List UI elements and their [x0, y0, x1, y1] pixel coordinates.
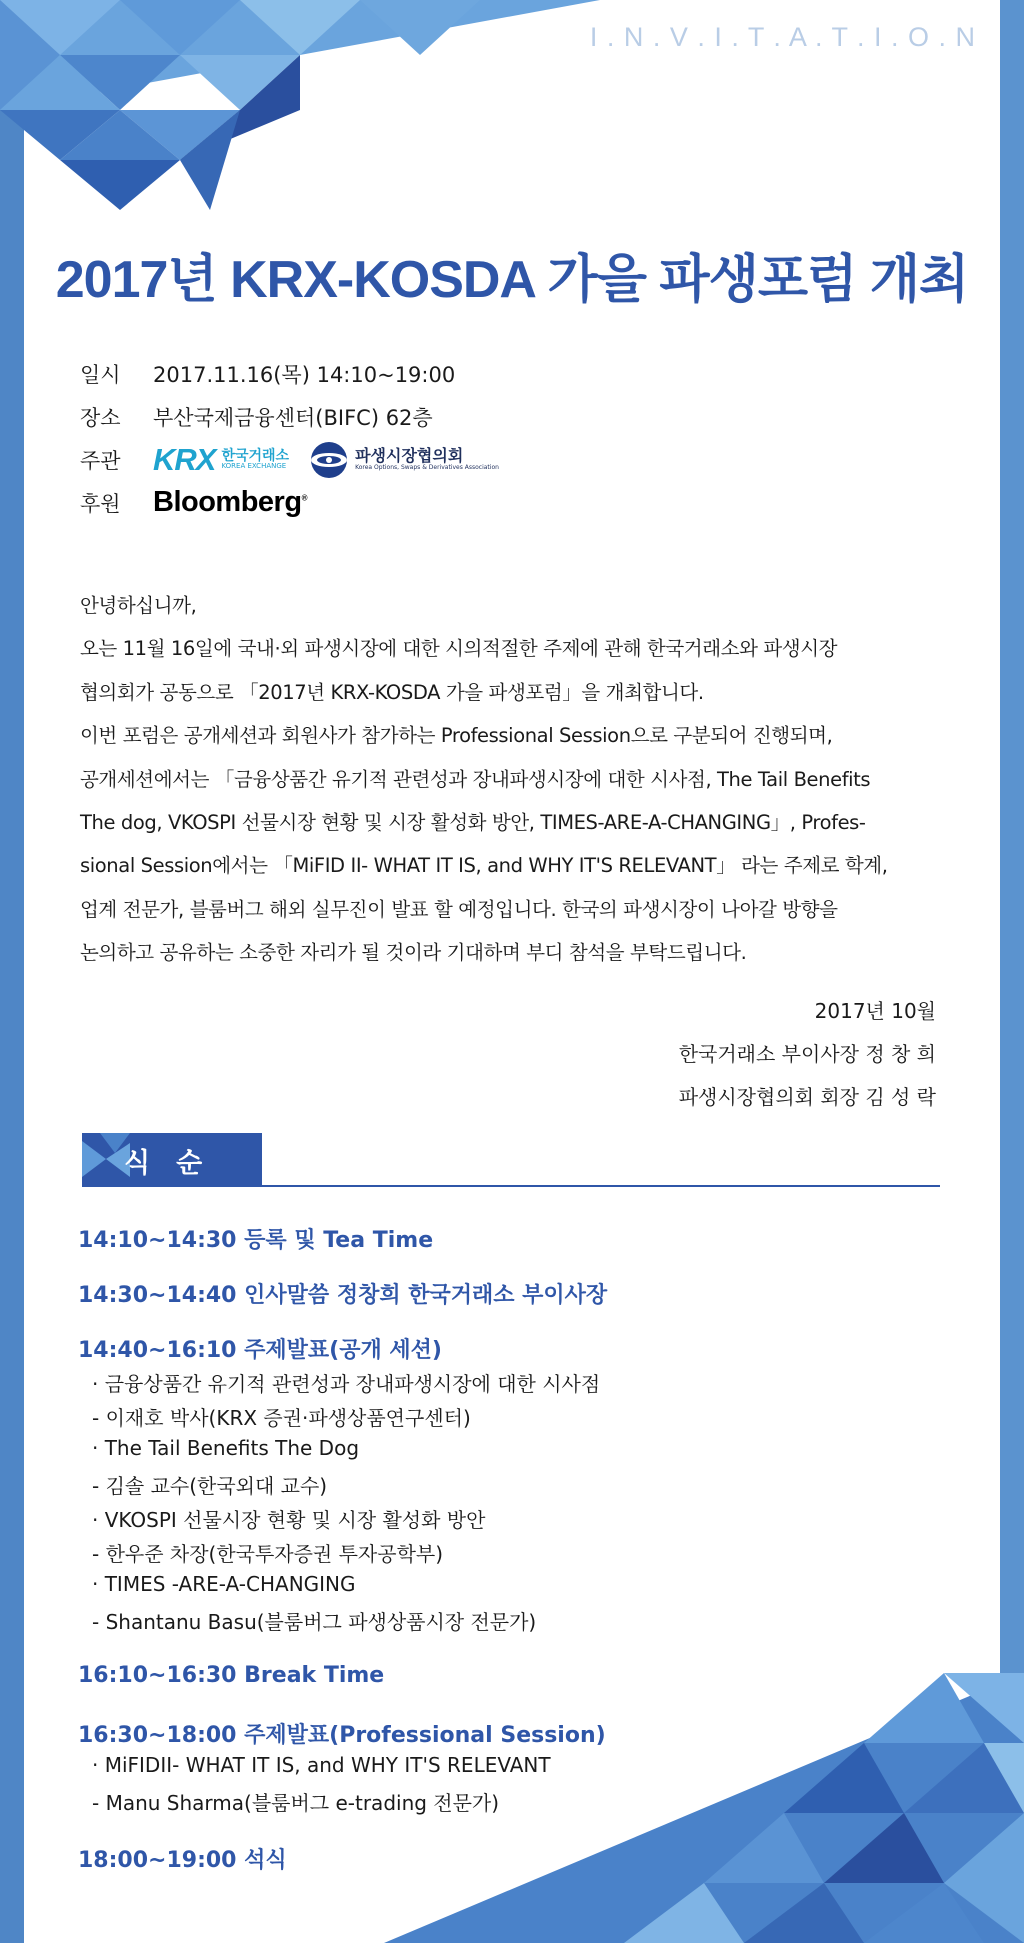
kosda-logo-korean: 파생시장협의회: [355, 446, 464, 466]
schedule-subitem: - Manu Sharma(블룸버그 e-trading 전문가): [92, 1791, 500, 1815]
schedule-item: 18:00~19:00 석식: [78, 1848, 287, 1873]
sign-line-2: 파생시장협의회 회장 김 성 락: [678, 1085, 936, 1109]
bloomberg-logo-text: Bloomberg: [153, 486, 302, 518]
kosda-logo: [309, 440, 499, 480]
schedule-subitem: - 김솔 교수(한국외대 교수): [92, 1474, 328, 1498]
kosda-emblem-icon: [309, 440, 349, 480]
bloomberg-logo: [153, 486, 307, 519]
sign-date: 2017년 10월: [814, 999, 936, 1023]
krx-logo: [153, 442, 289, 478]
place-value: 부산국제금융센터(BIFC) 62층: [153, 405, 433, 430]
invitation-label: I . N . V . I . T . A . T . I . O . N: [589, 22, 976, 52]
schedule-subitem: · MiFIDII- WHAT IT IS, and WHY IT'S RELEVANT: [92, 1753, 551, 1777]
host-logos: [153, 440, 499, 480]
place-label: 장소: [80, 405, 121, 430]
section-title: 식순: [124, 1148, 229, 1179]
body-line: 이번 포럼은 공개세션과 회원사가 참가하는 Professional Session으로 구분되어 진행되며,: [80, 724, 833, 748]
schedule-subitem: · 금융상품간 유기적 관련성과 장내파생시장에 대한 시사점: [92, 1372, 601, 1396]
sponsor-row: [80, 481, 499, 524]
signature-block: [679, 990, 936, 1119]
body-line: sional Session에서는 「MiFID II- WHAT IT IS, and WHY IT'S RELEVANT」 라는 주제로 학계,: [80, 854, 888, 878]
sponsor-label: 후원: [80, 491, 121, 516]
schedule-subitem: · VKOSPI 선물시장 현황 및 시장 활성화 방안: [92, 1508, 486, 1532]
body-line: 논의하고 공유하는 소중한 자리가 될 것이라 기대하며 부디 참석을 부탁드립니다.: [80, 941, 747, 965]
schedule-item: 14:40~16:10 주제발표(공개 세션): [78, 1338, 442, 1363]
schedule-subitem: - Shantanu Basu(블룸버그 파생상품시장 전문가): [92, 1610, 537, 1634]
section-title-box: [82, 1133, 262, 1187]
body-line: 안녕하십니까,: [80, 594, 197, 617]
schedule-item: 14:10~14:30 등록 및 Tea Time: [78, 1228, 434, 1253]
host-row: [80, 438, 499, 481]
event-info: [80, 352, 499, 524]
program-section-header: [82, 1133, 940, 1187]
registered-mark: ®: [301, 493, 307, 503]
place-row: [80, 395, 499, 438]
schedule-subitem: · TIMES -ARE-A-CHANGING: [92, 1572, 356, 1596]
schedule-subitem: · The Tail Benefits The Dog: [92, 1436, 360, 1460]
kosda-logo-english: Korea Options, Swaps & Derivatives Association: [355, 464, 499, 471]
body-line: The dog, VKOSPI 선물시장 현황 및 시장 활성화 방안, TIMES-ARE-A-CHANGING」, Profes-: [80, 811, 866, 835]
date-label: 일시: [80, 362, 121, 387]
sign-line-1: 한국거래소 부이사장 정 창 희: [678, 1042, 936, 1066]
invitation-body: [80, 584, 950, 975]
date-value: 2017.11.16(목) 14:10~19:00: [153, 362, 456, 387]
krx-logo-english: KOREA EXCHANGE: [221, 462, 287, 470]
page-title: 2017년 KRX-KOSDA 가을 파생포럼 개최: [55, 251, 969, 309]
schedule-item: 16:30~18:00 주제발표(Professional Session): [78, 1723, 606, 1748]
top-triangle-decoration: [0, 0, 600, 210]
body-line: 협의회가 공동으로 「2017년 KRX-KOSDA 가을 파생포럼」을 개최합니다.: [80, 680, 704, 704]
schedule-subitem: - 이재호 박사(KRX 증권·파생상품연구센터): [92, 1406, 471, 1430]
krx-logo-text: [221, 449, 289, 470]
body-line: 오는 11월 16일에 국내·외 파생시장에 대한 시의적절한 주제에 관해 한국거래소와 파생시장: [80, 637, 838, 661]
date-row: [80, 352, 499, 395]
krx-logo-korean: 한국거래소: [221, 448, 290, 464]
host-label: 주관: [80, 448, 121, 473]
schedule-subitem: - 한우준 차장(한국투자증권 투자공학부): [92, 1542, 444, 1566]
krx-logo-mark: KRX: [153, 441, 216, 477]
body-line: 업계 전문가, 블룸버그 해외 실무진이 발표 할 예정입니다. 한국의 파생시장이 나아갈 방향을: [80, 897, 838, 921]
body-line: 공개세션에서는 「금융상품간 유기적 관련성과 장내파생시장에 대한 시사점, The Tail Benefits: [80, 767, 871, 791]
kosda-logo-text: [355, 447, 499, 471]
schedule-item: 14:30~14:40 인사말씀 정창희 한국거래소 부이사장: [78, 1283, 608, 1308]
section-divider: [262, 1185, 940, 1187]
schedule-item: 16:10~16:30 Break Time: [78, 1663, 385, 1688]
